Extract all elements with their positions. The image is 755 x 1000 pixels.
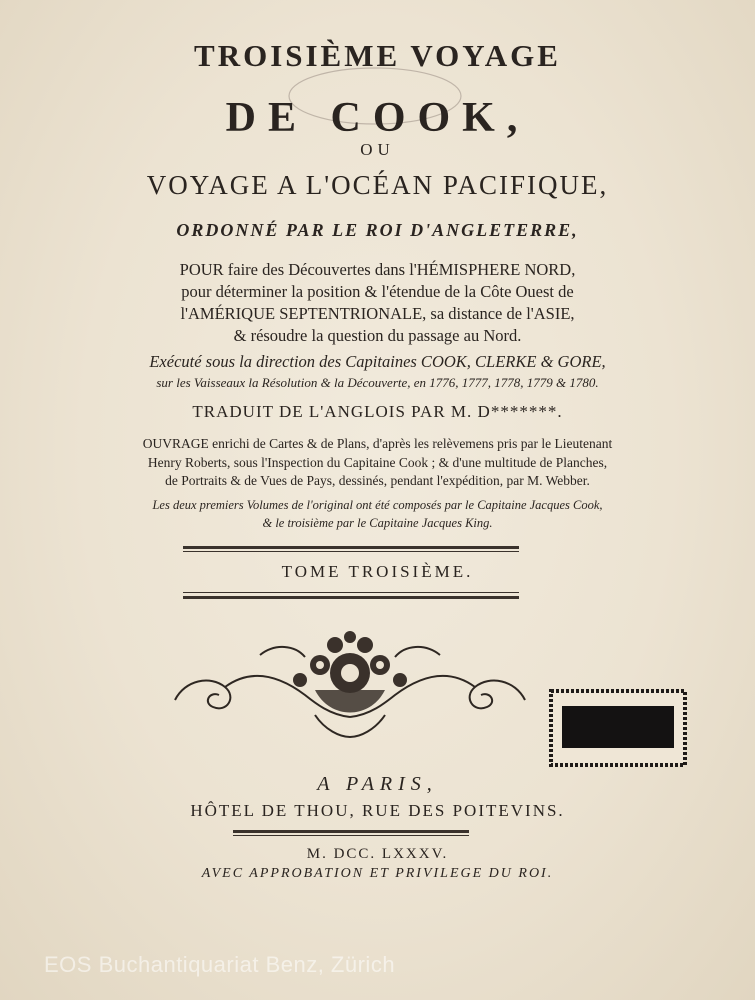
translator-line: TRADUIT DE L'ANGLOIS PAR M. D*******. xyxy=(192,402,563,421)
divider-thick-top xyxy=(183,546,519,549)
ships-line: sur les Vaisseaux la Résolution & la Découverte, en 1776, 1777, 1778, 1779 & 1780. xyxy=(156,375,599,390)
title-line-2: DE COOK, xyxy=(225,95,530,141)
divider-thick-bottom xyxy=(183,596,519,599)
title-ou: OU xyxy=(360,140,395,159)
ordonne-line: ORDONNÉ PAR LE ROI D'ANGLETERRE, xyxy=(176,220,579,240)
divider-thin-top xyxy=(183,551,519,552)
volumes-line: Les deux premiers Volumes de l'original ont été composés par le Capitaine Jacques Cook, xyxy=(152,498,603,512)
publisher-line: HÔTEL DE THOU, RUE DES POITEVINS. xyxy=(190,801,565,820)
divider-thin-bottom xyxy=(183,592,519,593)
privilege-line: AVEC APPROBATION ET PRIVILEGE DU ROI. xyxy=(201,866,554,881)
title-line-1: TROISIÈME VOYAGE xyxy=(194,38,561,73)
work-line: de Portraits & de Vues de Pays, dessinés, pendant l'expédition, par M. Webber. xyxy=(165,473,590,488)
floral-ornament-icon xyxy=(165,625,535,740)
title-line-3: VOYAGE A L'OCÉAN PACIFIQUE, xyxy=(146,170,609,200)
watermark: EOS Buchantiquariat Benz, Zürich xyxy=(44,952,396,977)
purpose-line: pour déterminer la position & l'étendue de la Côte Ouest de xyxy=(181,282,574,301)
execute-line: Exécuté sous la direction des Capitaines COOK, CLERKE & GORE, xyxy=(149,352,606,371)
purpose-line: & résoudre la question du passage au Nord. xyxy=(233,326,522,345)
imprint-divider-thin xyxy=(233,835,469,836)
purpose-line: POUR faire des Découvertes dans l'HÉMISPHERE NORD, xyxy=(179,260,576,279)
imprint-divider-thick xyxy=(233,830,469,833)
work-line: OUVRAGE enrichi de Cartes & de Plans, d'après les relèvemens pris par le Lieutenant xyxy=(142,436,613,451)
place-line: A PARIS, xyxy=(317,773,438,795)
date-line: M. DCC. LXXXV. xyxy=(306,846,449,862)
work-description xyxy=(0,435,755,491)
purpose-line: l'AMÉRIQUE SEPTENTRIONALE, sa distance de l'ASIE, xyxy=(180,304,575,323)
work-line: Henry Roberts, sous l'Inspection du Capitaine Cook ; & d'une multitude de Planches, xyxy=(147,454,608,470)
volumes-line: & le troisième par le Capitaine Jacques King. xyxy=(262,516,493,530)
purpose-paragraph xyxy=(0,259,755,347)
tome-label: TOME TROISIÈME. xyxy=(281,562,474,581)
bookplate-label xyxy=(548,688,688,768)
volumes-note xyxy=(0,496,755,532)
